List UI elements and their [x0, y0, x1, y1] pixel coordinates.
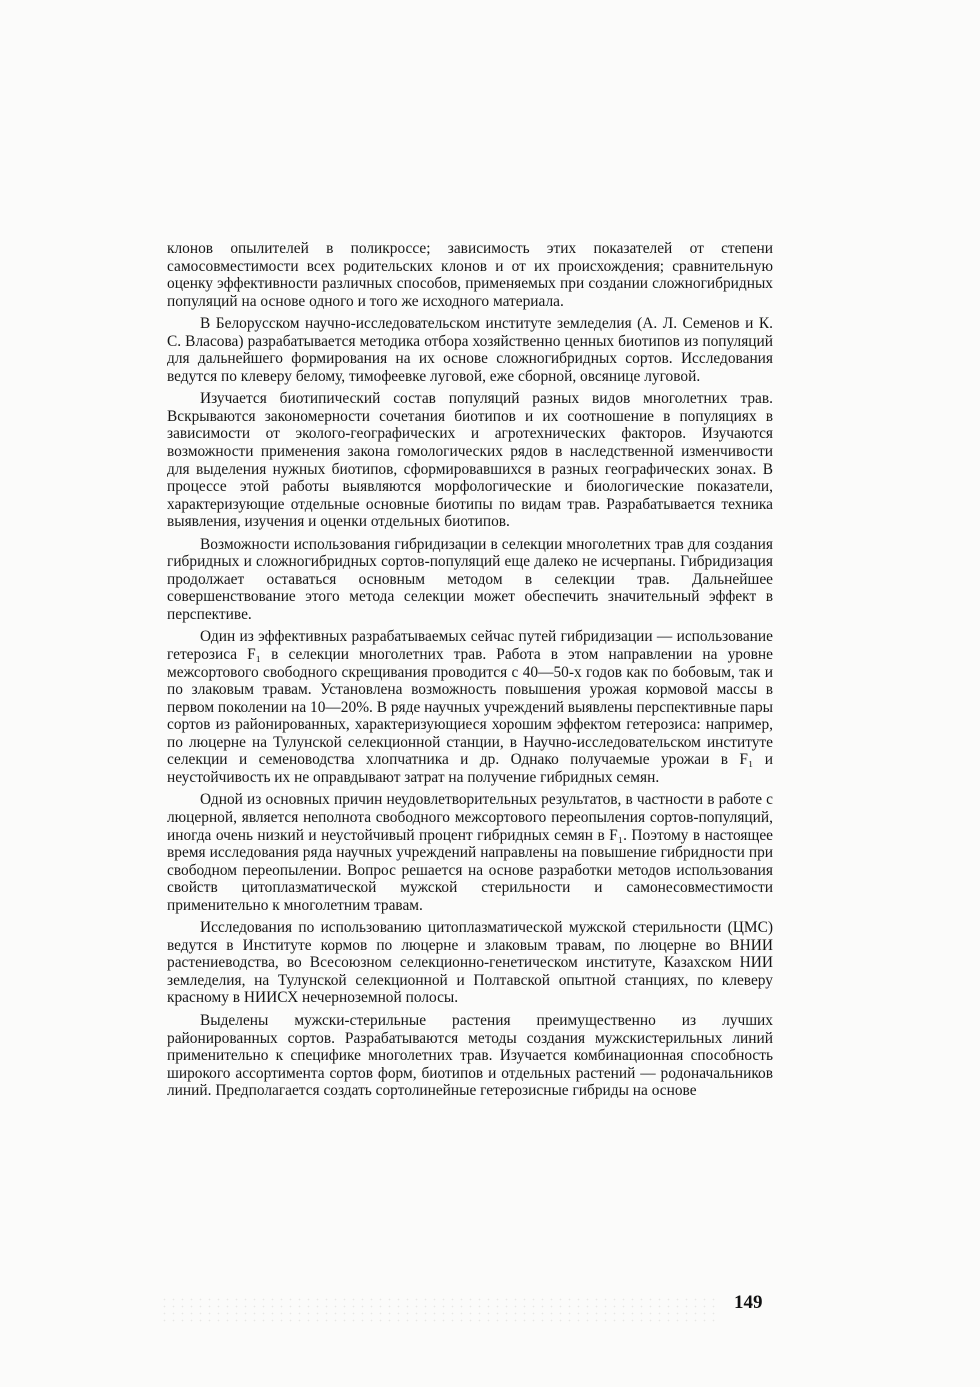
- body-text: [167, 240, 773, 1105]
- page-number: 149: [734, 1292, 763, 1313]
- paragraph-1: клонов опылителей в поликроссе; зависимость этих показателей от степени самосовместимости всех родительских клонов и от их происхождения; сравнительную оценку эффективности различных способов, применяемых при создании сложногибридных популяций на основе одного и того же исходного материала.: [167, 240, 773, 310]
- paragraph-6: Одной из основных причин неудовлетворительных результатов, в частности в работе с люцерной, является неполнота свободного межсортового переопыления сортов-популяций, иногда очень низкий и неустойчивый процент гибридных семян в F₁. Поэтому в настоящее время исследования ряда научных учреждений направлены на повышение гибридности при свободном переопылении. Вопрос решается на основе разработки методов использования свойств цитоплазматической мужской стерильности и самонесовместимости применительно к многолетним травам.: [167, 791, 773, 914]
- paragraph-2: В Белорусском научно-исследовательском институте земледелия (А. Л. Семенов и К. С. Власова) разрабатывается методика отбора хозяйственно ценных биотипов из популяций для дальнейшего формирования на их основе сложногибридных сортов. Исследования ведутся по клеверу белому, тимофеевке луговой, ежe сборной, овсянице луговой.: [167, 315, 773, 385]
- paragraph-8: Выделены мужски-стерильные растения преимущественно из лучших районированных сортов. Разрабатываются методы создания мужскистерильных линий применительно к специфике многолетних трав. Изучается комбинационная способность широкого ассортимента сортов форм, биотипов и отдельных растений — родоначальников линий. Предполагается создать сортолинейные гетерозисные гибриды на основе: [167, 1011, 773, 1100]
- paragraph-3: Изучается биотипический состав популяций разных видов многолетних трав. Вскрываются закономерности сочетания биотипов и их соотношение в популяциях в зависимости от эколого-географических и агротехнических факторов. Изучаются возможности применения закона гомологических рядов в наследственной изменчивости для выделения нужных биотипов, сформировавшихся в разных географических зонах. В процессе этой работы выявляются морфологические и биологические показатели, характеризующие отдельные основные биотипы по видам трав. Разрабатывается техника выявления, изучения и оценки отдельных биотипов.: [167, 390, 773, 531]
- paragraph-4: Возможности использования гибридизации в селекции многолетних трав для создания гибридных и сложногибридных сортов-популяций еще далеко не исчерпаны. Гибридизация продолжает оставаться основным методом в селекции трав. Дальнейшее совершенствование этого метода селекции может обеспечить значительный эффект в перспективе.: [167, 535, 773, 623]
- paragraph-5: Один из эффективных разрабатываемых сейчас путей гибридизации — использование гетерозиса F₁ в селекции многолетних трав. Работа в этом направлении на уровне межсортового свободного скрещивания проводится с 40—50-х годов как по бобовым, так и по злаковым травам. Установлена возможность повышения урожая кормовой массы в первом поколении на 10—20%. В ряде научных учреждений выявлены перспективные пары сортов из районированных, характеризующиеся хорошим эффектом гетерозиса: например, по люцерне на Тулунской селекционной станции, в Научно-исследовательском институте селекции и семеноводства хлопчатника и др. Однако получаемые урожаи в F₁ и неустойчивость их не оправдывают затрат на получение гибридных семян.: [167, 628, 773, 786]
- paragraph-7: Исследования по использованию цитоплазматической мужской стерильности (ЦМС) ведутся в Институте кормов по люцерне и злаковым травам, по люцерне во ВНИИ растениеводства, во Всесоюзном селекционно-генетическом институте, Казахском НИИ земледелия, на Тулунской селекционной и Полтавской опытной станциях, по клеверу красному в НИИСХ нечерноземной полосы.: [167, 919, 773, 1007]
- scan-noise: [160, 1296, 720, 1326]
